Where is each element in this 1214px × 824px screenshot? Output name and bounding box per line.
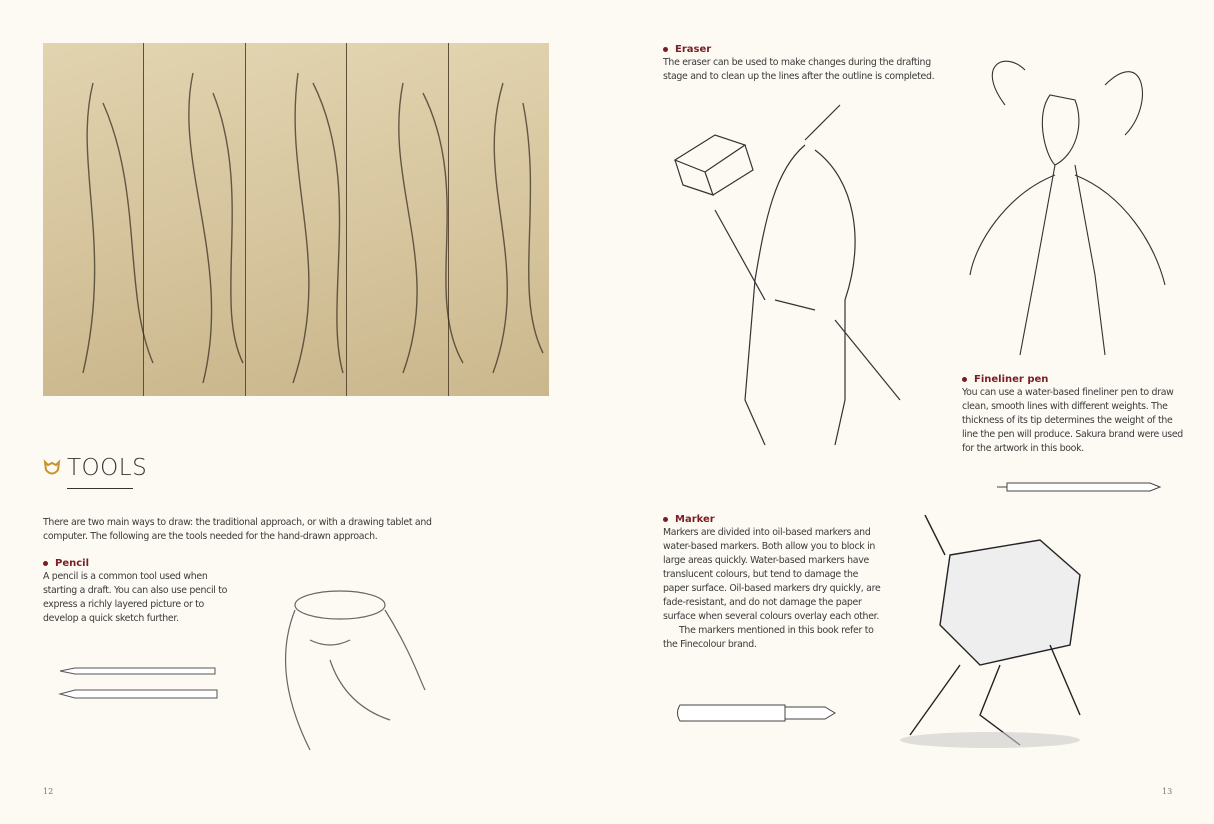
marker-section bbox=[663, 512, 885, 652]
horned-demon-girl-sketch bbox=[965, 45, 1175, 365]
marker-text-brand: The markers mentioned in this book refer to the Finecolour brand. bbox=[663, 625, 874, 650]
tools-emblem-icon bbox=[43, 459, 61, 477]
fineliner-text: You can use a water-based fineliner pen to draw clean, smooth lines with different weights. The thickness of its tip determines the weight of the line the pen will produce. Sakura brand were used for the artwork in this book. bbox=[962, 387, 1183, 454]
pencils-illustration bbox=[55, 660, 225, 705]
fineliner-heading bbox=[962, 372, 1187, 386]
figure-sketch-lines bbox=[43, 43, 549, 396]
title-underline bbox=[67, 488, 133, 489]
eraser-section bbox=[663, 42, 943, 84]
bullet-icon bbox=[962, 377, 967, 382]
marker-heading bbox=[663, 512, 885, 526]
section-heading bbox=[43, 455, 147, 481]
bullet-icon bbox=[663, 517, 668, 522]
page-number-right: 13 bbox=[1162, 787, 1173, 796]
bullet-icon bbox=[43, 561, 48, 566]
fineliner-heading-label: Fineliner pen bbox=[974, 373, 1049, 385]
bullet-icon bbox=[663, 47, 668, 52]
intro-text: There are two main ways to draw: the traditional approach, or with a drawing tablet and computer. The following are the tools needed for the hand-drawn approach. bbox=[43, 517, 432, 542]
marker-heading-label: Marker bbox=[675, 513, 715, 525]
eraser-and-warrior-sketch bbox=[665, 100, 925, 450]
marker-text: Markers are divided into oil-based markers and water-based markers. Both allow you to block in large areas quickly. Water-based markers have translucent colours, but tend to damage the paper surface. Oil-based markers dry quickly, are fade-resistant, and do not damage the paper surface when several colours overlay each other. bbox=[663, 527, 881, 622]
page-number-left: 12 bbox=[43, 787, 54, 796]
demon-head-pencil-sketch bbox=[270, 570, 430, 760]
eraser-heading bbox=[663, 42, 943, 56]
pencil-heading-label: Pencil bbox=[55, 557, 90, 569]
pencil-heading bbox=[43, 556, 463, 570]
marker-pen-illustration bbox=[675, 700, 850, 726]
fineliner-section bbox=[962, 372, 1187, 456]
eraser-text: The eraser can be used to make changes during the drafting stage and to clean up the lines after the outline is completed. bbox=[663, 57, 935, 82]
mech-robot-marker-sketch bbox=[890, 515, 1100, 755]
pencil-text: A pencil is a common tool used when starting a draft. You can also use pencil to express a richly layered picture or to develop a quick sketch further. bbox=[43, 571, 228, 624]
section-title: TOOLS bbox=[67, 455, 148, 481]
eraser-heading-label: Eraser bbox=[675, 43, 712, 55]
fineliner-pen-illustration bbox=[995, 478, 1165, 496]
